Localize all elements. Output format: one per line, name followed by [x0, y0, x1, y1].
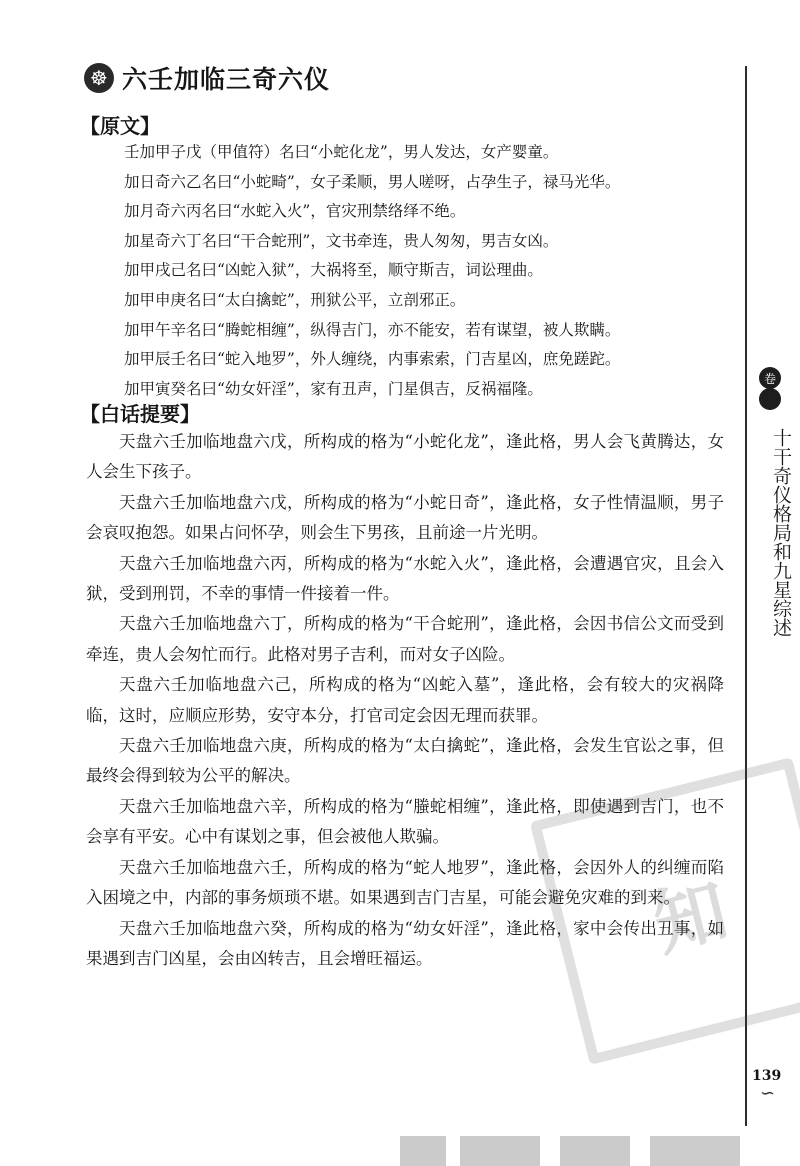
original-line: 加星奇六丁名曰“干合蛇刑”，文书牵连，贵人匆匆，男吉女凶。 [124, 231, 559, 250]
page-title-text: 六壬加临三奇六仪 [122, 65, 331, 94]
chapter-badge: 卷 [759, 367, 781, 389]
chapter-title: 十干奇仪格局和九星综述 [770, 428, 792, 637]
original-line: 加甲寅癸名曰“幼女奸淫”，家有丑声，门星俱吉，反祸福隆。 [124, 379, 543, 398]
original-line: 加日奇六乙名曰“小蛇畸”，女子柔顺，男人嗟呀，占孕生子，禄马光华。 [124, 172, 621, 191]
original-line: 加甲申庚名曰“太白擒蛇”，刑狱公平，立剖邪正。 [124, 290, 466, 309]
page-title [84, 60, 330, 96]
page-number: 139 [752, 1068, 782, 1084]
plain-paragraph: 天盘六壬加临地盘六戊，所构成的格为“小蛇日奇”，逢此格，女子性情温顺，男子会哀叹抱怨。如果占问怀孕，则会生下男孩，且前途一片光明。 [86, 492, 724, 543]
original-line: 壬加甲子戊（甲值符）名曰“小蛇化龙”，男人发达，女产婴童。 [124, 143, 559, 161]
original-line: 加月奇六丙名曰“水蛇入火”，官灾刑禁络绎不绝。 [124, 202, 466, 221]
plain-heading: 【白话提要】 [80, 402, 200, 426]
plain-paragraph: 天盘六壬加临地盘六戊，所构成的格为“小蛇化龙”，逢此格，男人会飞黄腾达，女人会生下孩子。 [86, 432, 724, 482]
plain-paragraph: 天盘六壬加临地盘六丙，所构成的格为“水蛇入火”，逢此格，会遭遇官灾，且会入狱，受到刑罚，不幸的事情一件接着一件。 [86, 553, 724, 604]
chapter-badge-dot [759, 388, 781, 410]
swirl-icon: ☸ [84, 63, 114, 93]
plain-paragraph: 天盘六壬加临地盘六壬，所构成的格为“蛇人地罗”，逢此格，会因外人的纠缠而陷入困境之中，内部的事务烦琐不堪。如果遇到吉门吉星，可能会避免灾难的到来。 [86, 857, 724, 908]
plain-paragraph: 天盘六壬加临地盘六辛，所构成的格为“螣蛇相缠”，逢此格，即使遇到吉门，也不会享有平安。心中有谋划之事，但会被他人欺骗。 [86, 796, 724, 847]
original-line: 加甲辰壬名曰“蛇入地罗”，外人缠绕，内事索索，门吉星凶，庶免蹉跎。 [124, 350, 621, 369]
scan-artifact [400, 1128, 746, 1166]
original-text [124, 138, 724, 404]
plain-paragraph: 天盘六壬加临地盘六丁，所构成的格为“干合蛇刑”，逢此格，会因书信公文而受到牵连，贵人会匆忙而行。此格对男子吉利，而对女子凶险。 [86, 614, 724, 664]
stamp-glyph: 知 [645, 865, 740, 967]
plain-paragraph: 天盘六壬加临地盘六己，所构成的格为“凶蛇入墓”，逢此格，会有较大的灾祸降临，这时，应顺应形势，安守本分，打官司定会因无理而获罪。 [86, 675, 724, 725]
original-line: 加甲午辛名曰“腾蛇相缠”，纵得吉门，亦不能安，若有谋望，被人欺瞒。 [124, 320, 621, 339]
plain-paragraph: 天盘六壬加临地盘六癸，所构成的格为“幼女奸淫”，逢此格，家中会传出丑事，如果遇到吉门凶星，会由凶转吉，且会增旺福运。 [86, 918, 724, 968]
original-line: 加甲戌己名曰“凶蛇入狱”，大祸将至，顺守斯吉，词讼理曲。 [124, 261, 543, 280]
original-heading: 【原文】 [80, 114, 160, 138]
plain-paragraph: 天盘六壬加临地盘六庚，所构成的格为“太白擒蛇”，逢此格，会发生官讼之事，但最终会得到较为公平的解决。 [86, 736, 724, 786]
page-curl-icon: ∽ [760, 1083, 776, 1104]
